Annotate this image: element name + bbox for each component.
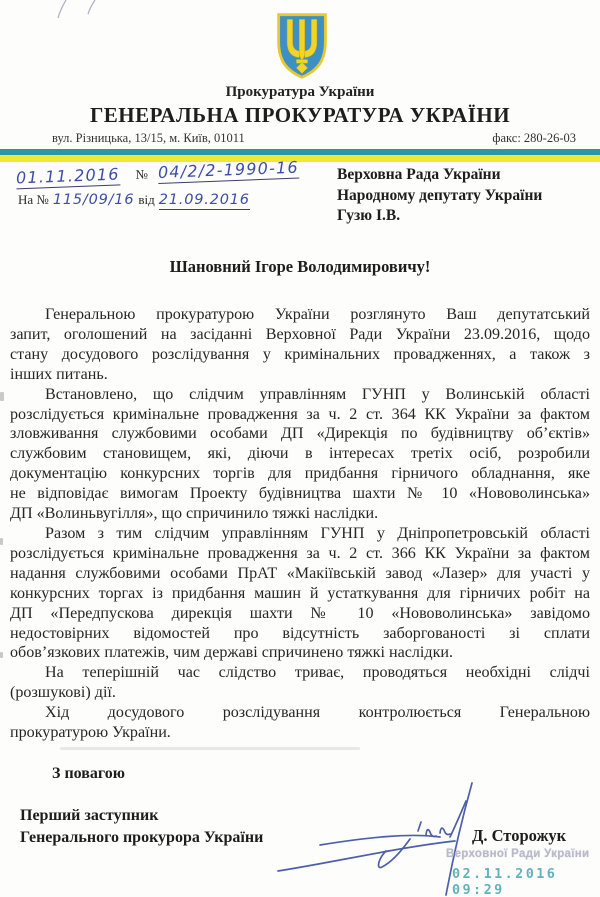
outgoing-date-handwritten: 01.11.2016: [15, 164, 120, 188]
number-sign: №: [135, 166, 149, 182]
body-line: Встановлено, що слідчим управлінням ГУНП у Волинській області: [45, 385, 590, 403]
scan-artifact: [0, 538, 3, 545]
body-line: недостовірних відомостей про відсутність заборгованості зі сплати: [10, 624, 590, 642]
body-line: розслідується кримінальне провадження за ч. 2 ст. 364 КК України за фактом: [10, 405, 590, 423]
recipient-block: [337, 165, 542, 227]
body-line: На теперішній час слідство триває, проводяться необхідні слідчі: [45, 664, 590, 682]
body-line: ДП «Волиньвугілля», що спричинило тяжкі наслідки.: [10, 505, 379, 523]
body-line: надання службовими особами ПрАТ «Макіївській завод «Лазер» для участі у: [10, 564, 590, 582]
body-line: Генеральною прокуратурою України розглянуто Ваш депутатський: [45, 306, 590, 323]
body-line: прокуратурою України.: [10, 724, 171, 742]
scan-artifact: [60, 747, 360, 750]
outgoing-number-handwritten: 04/2/2-1990-16: [157, 157, 300, 182]
recipient-line: Гузю І.В.: [337, 207, 401, 224]
body-line: запит, оголошений на засіданні Верховної Ради України 23.09.2016, щодо: [10, 325, 590, 343]
body-line: інших питань.: [10, 365, 108, 383]
signer-name: Д. Сторожук: [472, 826, 567, 845]
body-line: Хід досудового розслідування контролюється Генеральною: [45, 704, 590, 722]
body-line: розслідується кримінальне провадження за ч. 2 ст. 366 КК України за фактом: [10, 544, 590, 562]
reply-prefix: На №: [18, 192, 49, 207]
agency-name-small: Прокуратура України: [225, 84, 375, 100]
agency-address: вул. Різницька, 13/15, м. Київ, 01011: [52, 131, 245, 145]
registration-stamp-datetime: 02.11.2016 09:29: [452, 866, 558, 897]
body-line: не відповідає вимогам Проекту будівництва шахти № 10 «Нововолинська»: [10, 485, 590, 503]
outgoing-reference-line: [16, 158, 300, 190]
body-line: Разом з тим слідчим управлінням ГУНП у Дніпропетровській області: [45, 524, 590, 542]
scan-artifact: [0, 392, 4, 401]
body-line: ДП «Передпускова дирекція шахти № 10 «Нововолинська» завідомо: [10, 604, 590, 622]
body-line: обов’язкових платежів, чим державі спричинено тяжкі наслідки.: [10, 644, 454, 662]
flag-stripe: [0, 149, 600, 162]
recipient-line: Верховна Рада України: [337, 166, 501, 183]
letter-flow: [10, 257, 590, 743]
registration-stamp-organization: Верховної Ради України: [446, 848, 590, 860]
scan-artifact: [0, 652, 3, 658]
incoming-date-handwritten: 21.09.2016: [158, 192, 250, 208]
ukraine-coat-of-arms-icon: [274, 11, 330, 80]
flag-stripe-yellow: [0, 155, 600, 162]
signer-title-line: Генерального прокурора України: [20, 828, 264, 846]
agency-fax: факс: 280-26-03: [492, 131, 576, 145]
salutation: Шановний Ігоре Володимировичу!: [169, 257, 431, 276]
letter-body: [10, 305, 590, 743]
recipient-line: Народному депутату України: [337, 186, 543, 204]
pen-marks-icon: [48, 0, 110, 20]
body-line: зловживання службовими особами ДП «Дирекція по будівництву об’єктів»: [10, 425, 590, 443]
body-line: стану досудового розслідування у кримінальних провадженнях, а також з: [10, 345, 590, 363]
reply-infix: від: [138, 192, 155, 207]
signer-title: [20, 805, 263, 848]
agency-name-main: ГЕНЕРАЛЬНА ПРОКУРАТУРА УКРАЇНИ: [89, 103, 511, 127]
valediction: З повагою: [52, 765, 125, 782]
body-line: (розшукові) дії.: [10, 684, 116, 702]
signer-title-line: Перший заступник: [20, 807, 159, 824]
body-line: конкурсних торгах із придбання машин й устаткування для гірничих робіт на: [10, 584, 590, 602]
body-line: документацію конкурсних торгів для придбання гірничого обладнання, яке: [10, 465, 590, 483]
incoming-reference-line: [18, 191, 250, 210]
body-line: службовим становищем, які, діючи в інтересах третіх осіб, розробили: [10, 445, 590, 463]
incoming-number-handwritten: 115/09/16: [52, 192, 135, 208]
